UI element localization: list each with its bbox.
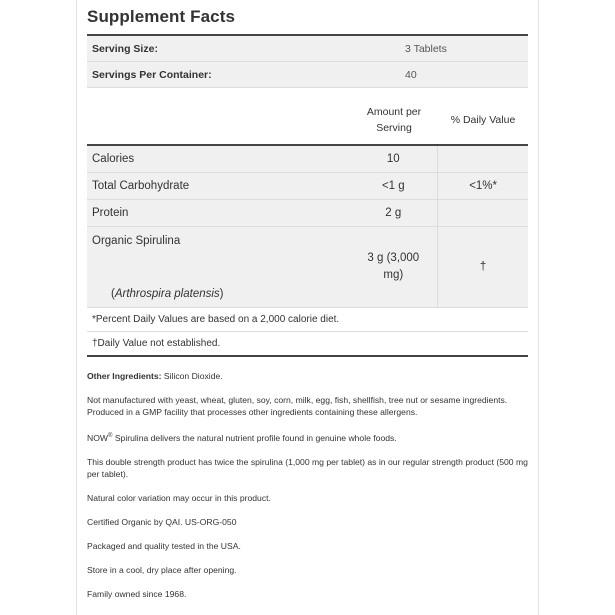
nutrient-row-carbohydrate — [87, 173, 528, 200]
nutrient-amount: 2 g — [349, 200, 438, 226]
serving-size-label: Serving Size: — [92, 42, 158, 55]
nutrient-amount: <1 g — [349, 173, 438, 199]
footnote-dv-not-established: †Daily Value not established. — [87, 332, 528, 357]
spirulina-latin-name: (Arthrospira platensis) — [111, 288, 224, 300]
allergen-statement: Not manufactured with yeast, wheat, gluten, soy, corn, milk, egg, fish, shellfish, tree nut or sesame ingredients. Produced in a GMP facility that processes other ingredients containing these allergens. — [87, 395, 508, 417]
header-amount-line-2: Serving — [376, 122, 412, 134]
double-strength-statement: This double strength product has twice the spirulina (1,000 mg per tablet) as in our regular strength product (500 mg per tablet). — [87, 456, 528, 479]
other-ingredients — [87, 370, 528, 382]
other-ingredients-value: Silicon Dioxide. — [161, 371, 223, 381]
servings-per-container-label: Servings Per Container: — [92, 68, 212, 81]
nutrient-dv: <1%* — [469, 180, 497, 192]
nutrient-dv — [438, 146, 528, 172]
organic-certification: Certified Organic by QAI. US-ORG-050 — [87, 516, 237, 527]
header-daily-value: % Daily Value — [450, 114, 516, 126]
page-title: Supplement Facts — [87, 7, 236, 26]
color-variation-statement: Natural color variation may occur in this product. — [87, 492, 271, 503]
left-border-line — [76, 0, 77, 615]
nutrient-dv — [438, 200, 528, 226]
header-blank — [87, 96, 350, 144]
spirulina-name: Organic Spirulina — [92, 235, 181, 247]
family-owned-statement: Family owned since 1968. — [87, 588, 187, 599]
nutrient-amount: 10 — [349, 146, 438, 172]
servings-per-container-row — [87, 62, 528, 88]
serving-size-row — [87, 36, 528, 62]
serving-info-table — [87, 34, 528, 88]
nutrient-row-calories — [87, 146, 528, 173]
servings-per-container-value: 40 — [405, 68, 417, 81]
other-information — [87, 370, 528, 612]
packaged-statement: Packaged and quality tested in the USA. — [87, 540, 241, 551]
spirulina-name-cell — [87, 227, 349, 307]
nutrient-table-header — [87, 96, 528, 146]
header-amount-per-serving — [350, 96, 438, 144]
other-ingredients-label: Other Ingredients: — [87, 371, 162, 381]
header-amount-line-1: Amount per — [366, 106, 422, 118]
nutrient-row-protein — [87, 200, 528, 227]
nutrient-name: Calories — [92, 153, 135, 165]
nutrient-table — [87, 96, 528, 357]
whole-foods-statement: NOW® Spirulina delivers the natural nutrient profile found in genuine whole foods. — [87, 432, 397, 443]
nutrient-row-spirulina — [87, 227, 528, 308]
serving-size-value: 3 Tablets — [405, 42, 447, 55]
right-border-line — [538, 0, 539, 615]
nutrient-name: Protein — [92, 207, 129, 219]
spirulina-amount: 3 g (3,000 mg) — [349, 227, 438, 307]
storage-statement: Store in a cool, dry place after opening. — [87, 564, 237, 575]
footnote-percent-dv: *Percent Daily Values are based on a 2,000 calorie diet. — [87, 308, 528, 332]
nutrient-name: Total Carbohydrate — [92, 180, 190, 192]
spirulina-dv: † — [479, 261, 487, 273]
